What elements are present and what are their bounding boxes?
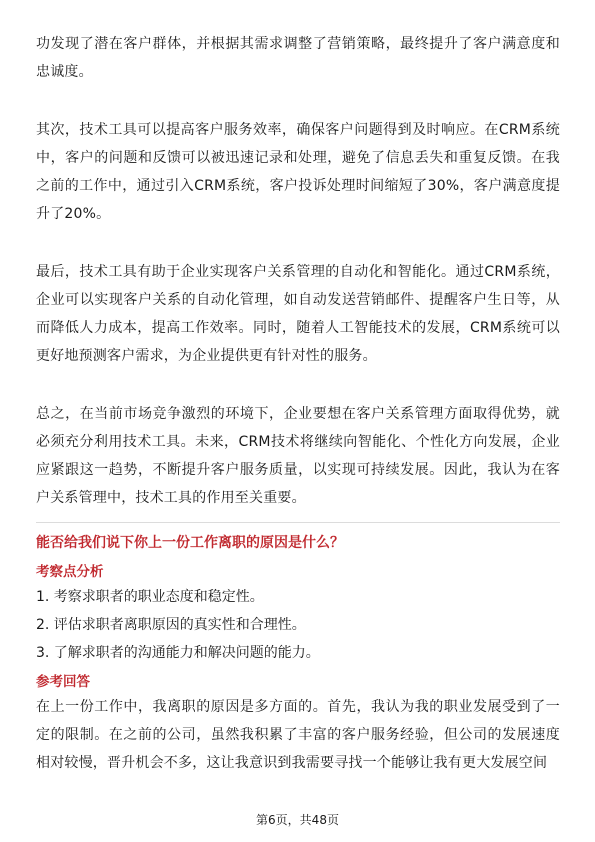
- paragraph-automation: 最后，技术工具有助于企业实现客户关系管理的自动化和智能化。通过CRM系统，企业可以实现客户关系的自动化管理，如自动发送营销邮件、提醒客户生日等，从而降低人力成本，提高工作效率。同时，随着人工智能技术的发展，CRM系统可以更好地预测客户需求，为企业提供更有针对性的服务。: [36, 264, 560, 364]
- analysis-item: 3. 了解求职者的沟通能力和解决问题的能力。: [36, 645, 320, 661]
- analysis-item: 2. 评估求职者离职原因的真实性和合理性。: [36, 617, 306, 633]
- answer-heading: 参考回答: [36, 674, 90, 690]
- answer-text: 在上一份工作中，我离职的原因是多方面的。首先，我认为我的职业发展受到了一定的限制。在之前的公司，虽然我积累了丰富的客户服务经验，但公司的发展速度相对较慢，晋升机会不多，这让我意识到我需要寻找一个能够让我有更大发展空间: [36, 699, 560, 771]
- paragraph-continuation: 功发现了潜在客户群体，并根据其需求调整了营销策略，最终提升了客户满意度和忠诚度。: [36, 36, 560, 80]
- analysis-heading: 考察点分析: [36, 564, 104, 580]
- paragraph-efficiency: 其次，技术工具可以提高客户服务效率，确保客户问题得到及时响应。在CRM系统中，客户的问题和反馈可以被迅速记录和处理，避免了信息丢失和重复反馈。在我之前的工作中，通过引入CRM系统，客户投诉处理时间缩短了30%，客户满意度提升了20%。: [36, 122, 560, 222]
- interview-question: 能否给我们说下你上一份工作离职的原因是什么？: [36, 535, 344, 551]
- paragraph-conclusion: 总之，在当前市场竞争激烈的环境下，企业要想在客户关系管理方面取得优势，就必须充分利用技术工具。未来，CRM技术将继续向智能化、个性化方向发展，企业应紧跟这一趋势，不断提升客户服务质量，以实现可持续发展。因此，我认为在客户关系管理中，技术工具的作用至关重要。: [36, 406, 560, 506]
- analysis-list: [36, 583, 560, 667]
- page-number: 第6页，共48页: [256, 813, 339, 827]
- analysis-item: 1. 考察求职者的职业态度和稳定性。: [36, 589, 264, 605]
- page-content: [36, 30, 560, 777]
